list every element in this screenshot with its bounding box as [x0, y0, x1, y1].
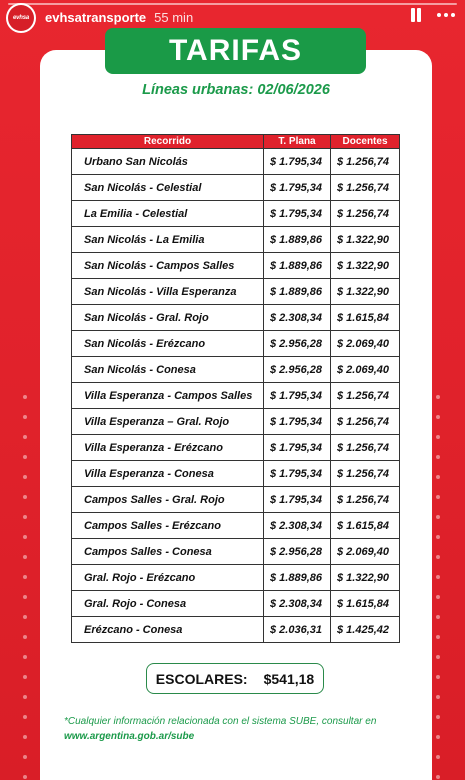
sube-note-text: *Cualquier información relacionada con el sistema SUBE, consultar en [64, 716, 377, 727]
teachers-fare-cell: $ 2.069,40 [331, 357, 400, 383]
flat-fare-cell: $ 1.795,34 [264, 383, 331, 409]
avatar[interactable] [6, 3, 36, 33]
route-cell: Campos Salles - Gral. Rojo [72, 487, 264, 513]
teachers-fare-cell: $ 1.256,74 [331, 383, 400, 409]
column-header-flat-fare: T. Plana [264, 135, 331, 149]
table-row [72, 253, 400, 279]
teachers-fare-cell: $ 1.322,90 [331, 227, 400, 253]
table-row [72, 461, 400, 487]
table-row [72, 513, 400, 539]
teachers-fare-cell: $ 1.256,74 [331, 461, 400, 487]
pause-icon[interactable] [409, 7, 423, 23]
route-cell: Campos Salles - Erézcano [72, 513, 264, 539]
route-cell: Villa Esperanza – Gral. Rojo [72, 409, 264, 435]
route-cell: San Nicolás - Erézcano [72, 331, 264, 357]
flat-fare-cell: $ 2.956,28 [264, 331, 331, 357]
table-row [72, 357, 400, 383]
flat-fare-cell: $ 2.956,28 [264, 539, 331, 565]
column-header-route: Recorrido [72, 135, 264, 149]
route-cell: Campos Salles - Conesa [72, 539, 264, 565]
teachers-fare-cell: $ 1.256,74 [331, 175, 400, 201]
teachers-fare-cell: $ 1.256,74 [331, 487, 400, 513]
flat-fare-cell: $ 2.308,34 [264, 305, 331, 331]
flat-fare-cell: $ 1.889,86 [264, 253, 331, 279]
flat-fare-cell: $ 1.889,86 [264, 279, 331, 305]
table-row [72, 565, 400, 591]
route-cell: Gral. Rojo - Erézcano [72, 565, 264, 591]
title-banner [105, 28, 366, 74]
flat-fare-cell: $ 1.795,34 [264, 149, 331, 175]
teachers-fare-cell: $ 2.069,40 [331, 539, 400, 565]
table-row [72, 305, 400, 331]
route-cell: San Nicolás - Campos Salles [72, 253, 264, 279]
table-row [72, 175, 400, 201]
table-row [72, 201, 400, 227]
flat-fare-cell: $ 1.795,34 [264, 175, 331, 201]
page-subtitle: Líneas urbanas: 02/06/2026 [142, 82, 330, 98]
route-cell: Villa Esperanza - Conesa [72, 461, 264, 487]
flat-fare-cell: $ 1.795,34 [264, 201, 331, 227]
decor-dots-left [23, 395, 29, 779]
teachers-fare-cell: $ 1.256,74 [331, 409, 400, 435]
route-cell: Erézcano - Conesa [72, 617, 264, 643]
route-cell: San Nicolás - Conesa [72, 357, 264, 383]
avatar-logo: evhsa [8, 5, 34, 31]
route-cell: Gral. Rojo - Conesa [72, 591, 264, 617]
sube-link[interactable]: www.argentina.gob.ar/sube [64, 731, 195, 742]
teachers-fare-cell: $ 1.256,74 [331, 201, 400, 227]
flat-fare-cell: $ 1.889,86 [264, 227, 331, 253]
flat-fare-cell: $ 2.308,34 [264, 591, 331, 617]
escolares-label: ESCOLARES: [155, 670, 248, 687]
route-cell: La Emilia - Celestial [72, 201, 264, 227]
table-row [72, 591, 400, 617]
route-cell: Villa Esperanza - Campos Salles [72, 383, 264, 409]
teachers-fare-cell: $ 1.615,84 [331, 305, 400, 331]
table-header-row [72, 135, 400, 149]
escolares-box [146, 663, 324, 694]
column-header-teachers: Docentes [331, 135, 400, 149]
route-cell: San Nicolás - La Emilia [72, 227, 264, 253]
teachers-fare-cell: $ 1.615,84 [331, 513, 400, 539]
teachers-fare-cell: $ 1.256,74 [331, 435, 400, 461]
route-cell: San Nicolás - Celestial [72, 175, 264, 201]
flat-fare-cell: $ 1.795,34 [264, 435, 331, 461]
flat-fare-cell: $ 1.795,34 [264, 487, 331, 513]
table-row [72, 383, 400, 409]
table-row [72, 435, 400, 461]
decor-dots-right [436, 395, 442, 779]
flat-fare-cell: $ 2.308,34 [264, 513, 331, 539]
table-row [72, 149, 400, 175]
teachers-fare-cell: $ 1.322,90 [331, 253, 400, 279]
fares-table [71, 134, 400, 643]
table-row [72, 279, 400, 305]
post-time: 55 min [154, 9, 194, 25]
table-row [72, 409, 400, 435]
flat-fare-cell: $ 2.956,28 [264, 357, 331, 383]
table-row [72, 617, 400, 643]
table-row [72, 227, 400, 253]
teachers-fare-cell: $ 1.615,84 [331, 591, 400, 617]
table-row [72, 539, 400, 565]
teachers-fare-cell: $ 1.322,90 [331, 565, 400, 591]
teachers-fare-cell: $ 1.256,74 [331, 149, 400, 175]
route-cell: San Nicolás - Villa Esperanza [72, 279, 264, 305]
table-row [72, 331, 400, 357]
more-options-icon[interactable] [437, 7, 455, 23]
flat-fare-cell: $ 1.795,34 [264, 461, 331, 487]
username[interactable]: evhsatransporte [45, 9, 147, 25]
route-cell: Urbano San Nicolás [72, 149, 264, 175]
page-title: TARIFAS [168, 34, 303, 67]
flat-fare-cell: $ 1.795,34 [264, 409, 331, 435]
route-cell: San Nicolás - Gral. Rojo [72, 305, 264, 331]
table-row [72, 487, 400, 513]
sube-note [64, 714, 414, 744]
teachers-fare-cell: $ 1.425,42 [331, 617, 400, 643]
route-cell: Villa Esperanza - Erézcano [72, 435, 264, 461]
teachers-fare-cell: $ 1.322,90 [331, 279, 400, 305]
escolares-value: $541,18 [263, 670, 315, 687]
flat-fare-cell: $ 1.889,86 [264, 565, 331, 591]
teachers-fare-cell: $ 2.069,40 [331, 331, 400, 357]
flat-fare-cell: $ 2.036,31 [264, 617, 331, 643]
